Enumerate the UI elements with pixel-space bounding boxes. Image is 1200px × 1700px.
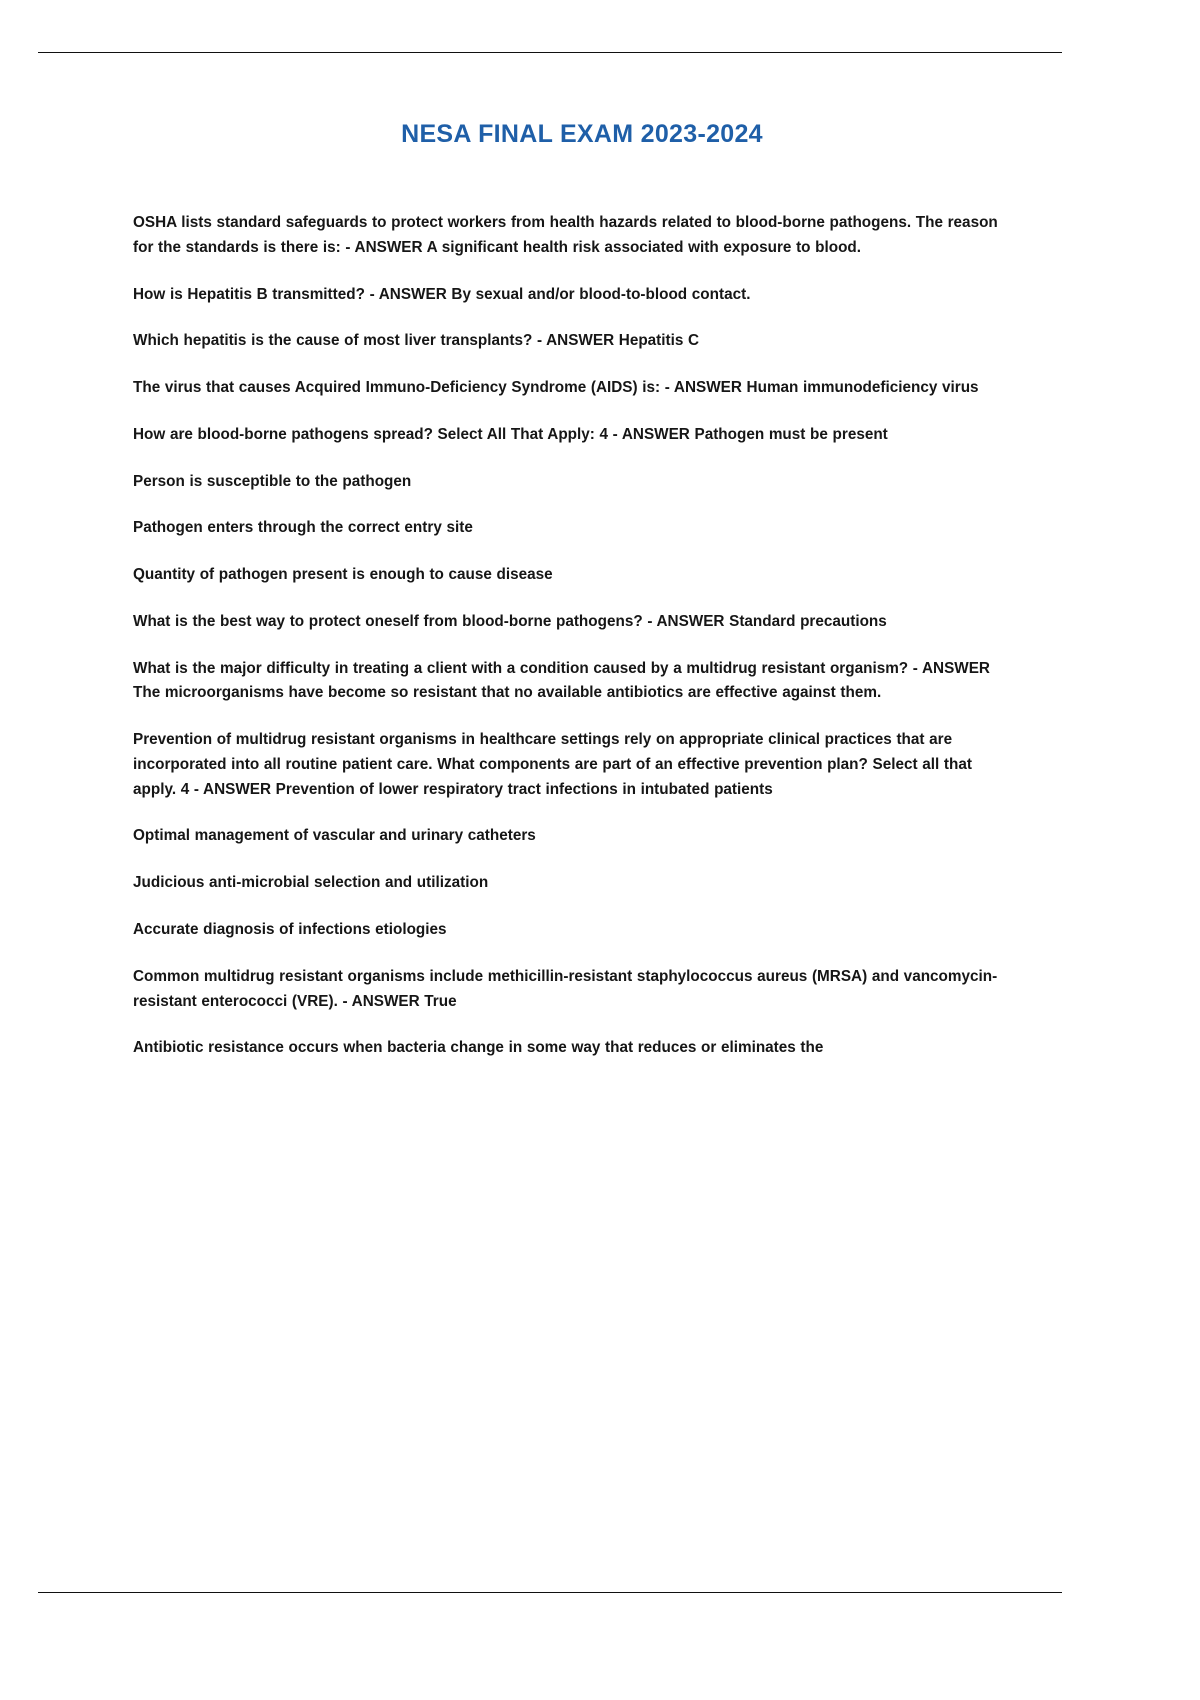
qa-block-hepatitis-b-transmission: How is Hepatitis B transmitted? - ANSWER By sexual and/or blood-to-blood contact. — [133, 285, 751, 303]
qa-block-aids-virus: The virus that causes Acquired Immuno-Deficiency Syndrome (AIDS) is: - ANSWER Human immunodeficiency virus — [133, 379, 979, 397]
qa-block-multidrug-difficulty: What is the major difficulty in treating a client with a condition caused by a multidrug resistant organism? - ANSWER The microorganisms have become so resistant that no available antibiotics are effective against them. — [133, 659, 990, 702]
qa-block-osha-standards: OSHA lists standard safeguards to protect workers from health hazards related to blood-borne pathogens. The reason for the standards is there is: - ANSWER A significant health risk associated with exposure to blood. — [133, 214, 998, 256]
qa-block-bloodborne-spread: How are blood-borne pathogens spread? Select All That Apply: 4 - ANSWER Pathogen must be present — [133, 425, 888, 443]
qa-block-hepatitis-liver-transplants: Which hepatitis is the cause of most liver transplants? - ANSWER Hepatitis C — [133, 332, 700, 350]
page-title: NESA FINAL EXAM 2023-2024 — [401, 120, 763, 148]
page-top-divider — [38, 52, 1062, 53]
qa-block-bloodborne-spread-2: Person is susceptible to the pathogen — [133, 472, 412, 490]
qa-block-best-protection: What is the best way to protect oneself from blood-borne pathogens? - ANSWER Standard precautions — [133, 612, 887, 630]
qa-block-bloodborne-spread-3: Pathogen enters through the correct entry site — [133, 519, 473, 537]
qa-block-prevention-plan-4: Accurate diagnosis of infections etiologies — [133, 921, 447, 939]
document-content — [133, 120, 1011, 1061]
qa-block-bloodborne-spread-4: Quantity of pathogen present is enough to cause disease — [133, 566, 553, 584]
qa-block-mrsa-vre: Common multidrug resistant organisms include methicillin-resistant staphylococcus aureus (MRSA) and vancomycin-resistant enterococci (VRE). - ANSWER True — [133, 967, 998, 1010]
qa-block-prevention-plan-2: Optimal management of vascular and urinary catheters — [133, 827, 536, 845]
qa-block-prevention-plan-3: Judicious anti-microbial selection and utilization — [133, 874, 489, 892]
page-bottom-divider — [38, 1592, 1062, 1593]
qa-block-prevention-plan: Prevention of multidrug resistant organisms in healthcare settings rely on appropriate clinical practices that are incorporated into all routine patient care. What components are part of an effective prevention plan? Select all that apply. 4 - ANSWER Prevention of lower respiratory tract infections in intubated patients — [133, 731, 972, 798]
qa-block-antibiotic-resistance: Antibiotic resistance occurs when bacteria change in some way that reduces or eliminates the — [133, 1039, 824, 1057]
